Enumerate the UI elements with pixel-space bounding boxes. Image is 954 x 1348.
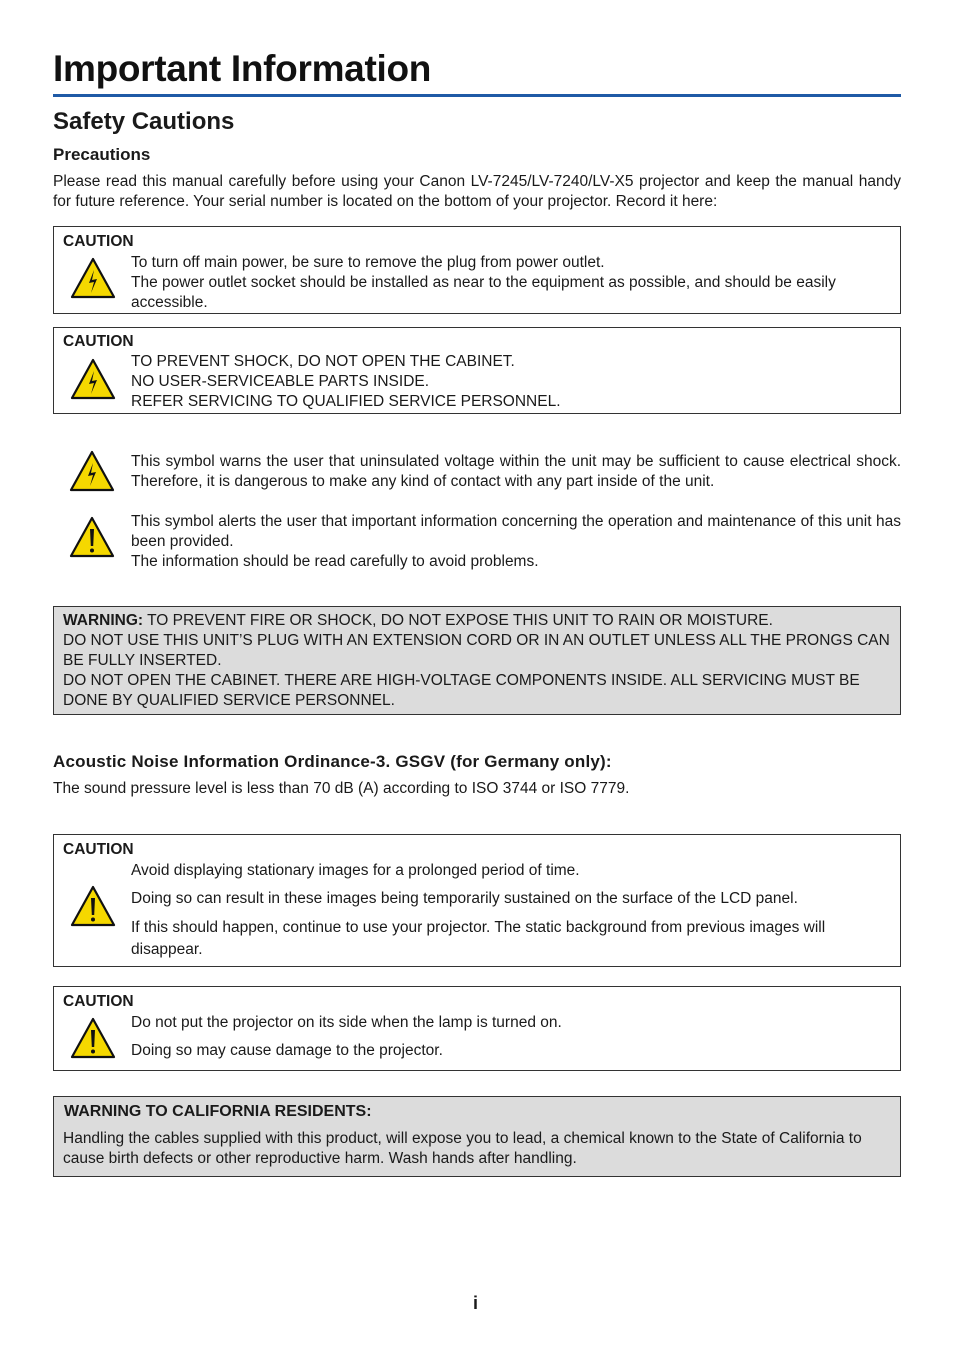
exclamation-warning-icon <box>70 885 116 927</box>
symbol-description-line: This symbol alerts the user that important information concerning the operation and maintenance of this unit has been provided. <box>131 513 901 550</box>
page-title: Important Information <box>53 48 432 89</box>
electric-shock-warning-icon <box>70 358 116 400</box>
caution-line: If this should happen, continue to use your projector. The static background from previous images will disappear. <box>131 919 826 958</box>
section-heading: Safety Cautions <box>53 108 235 135</box>
caution-label: CAUTION <box>63 841 134 858</box>
page-number: i <box>473 1293 479 1313</box>
caution-line: Avoid displaying stationary images for a prolonged period of time. <box>131 862 580 879</box>
caution-line: To turn off main power, be sure to remove the plug from power outlet. <box>131 254 605 271</box>
symbol-description: This symbol warns the user that uninsulated voltage within the unit may be sufficient to cause electrical shock. Therefore, it is dangerous to make any kind of contact with any part inside of the unit. <box>131 453 901 490</box>
caution-box-shock <box>53 327 901 414</box>
exclamation-warning-icon <box>70 1017 116 1059</box>
warning-line-text: TO PREVENT FIRE OR SHOCK, DO NOT EXPOSE THIS UNIT TO RAIN OR MOISTURE. <box>143 612 773 629</box>
caution-text <box>131 352 890 412</box>
california-warning-text: Handling the cables supplied with this product, will expose you to lead, a chemical known to the State of California to cause birth defects or other reproductive harm. Wash hands after handling. <box>63 1130 862 1167</box>
caution-box-stationary-images <box>53 834 901 967</box>
caution-text <box>131 1013 890 1061</box>
caution-label: CAUTION <box>63 333 134 350</box>
warning-line: DO NOT OPEN THE CABINET. THERE ARE HIGH-VOLTAGE COMPONENTS INSIDE. ALL SERVICING MUST BE DONE BY QUALIFIED SERVICE PERSONNEL. <box>63 672 860 709</box>
caution-box-projector-side <box>53 986 901 1071</box>
caution-line: Do not put the projector on its side when the lamp is turned on. <box>131 1014 562 1031</box>
caution-line: Doing so may cause damage to the projector. <box>131 1042 443 1059</box>
acoustic-noise-text: The sound pressure level is less than 70 dB (A) according to ISO 3744 or ISO 7779. <box>53 780 630 797</box>
title-underline <box>53 94 901 97</box>
warning-box-fire-shock <box>53 606 901 715</box>
caution-line: Doing so can result in these images being temporarily sustained on the surface of the LCD panel. <box>131 890 798 907</box>
exclamation-warning-icon <box>69 516 115 558</box>
caution-text <box>131 253 890 313</box>
electric-shock-warning-icon <box>69 450 115 492</box>
symbol-description-line: The information should be read carefully to avoid problems. <box>131 553 539 570</box>
symbol-explanation-voltage <box>53 450 901 500</box>
warning-label: WARNING: <box>63 612 144 629</box>
warning-text <box>63 611 890 711</box>
caution-box-power <box>53 226 901 314</box>
acoustic-noise-heading: Acoustic Noise Information Ordinance-3. GSGV (for Germany only): <box>53 752 612 771</box>
electric-shock-warning-icon <box>70 257 116 299</box>
warning-line: DO NOT USE THIS UNIT’S PLUG WITH AN EXTENSION CORD OR IN AN OUTLET UNLESS ALL THE PRONGS CAN BE FULLY INSERTED. <box>63 632 890 669</box>
symbol-description <box>131 512 901 572</box>
warning-line <box>63 611 890 631</box>
caution-text <box>131 861 890 961</box>
precautions-heading: Precautions <box>53 145 151 164</box>
intro-paragraph: Please read this manual carefully before using your Canon LV-7245/LV-7240/LV-X5 projector and keep the manual handy for future reference. Your serial number is located on the bottom of your projector. Record it here: <box>53 173 901 210</box>
caution-line: REFER SERVICING TO QUALIFIED SERVICE PERSONNEL. <box>131 393 561 410</box>
caution-line: TO PREVENT SHOCK, DO NOT OPEN THE CABINET. <box>131 353 515 370</box>
caution-line: The power outlet socket should be installed as near to the equipment as possible, and should be easily accessible. <box>131 274 836 311</box>
caution-line: NO USER-SERVICEABLE PARTS INSIDE. <box>131 373 430 390</box>
caution-label: CAUTION <box>63 993 134 1010</box>
caution-label: CAUTION <box>63 233 134 250</box>
california-warning-box <box>53 1096 901 1177</box>
symbol-explanation-attention <box>53 510 901 580</box>
california-warning-heading: WARNING TO CALIFORNIA RESIDENTS: <box>64 1103 372 1120</box>
